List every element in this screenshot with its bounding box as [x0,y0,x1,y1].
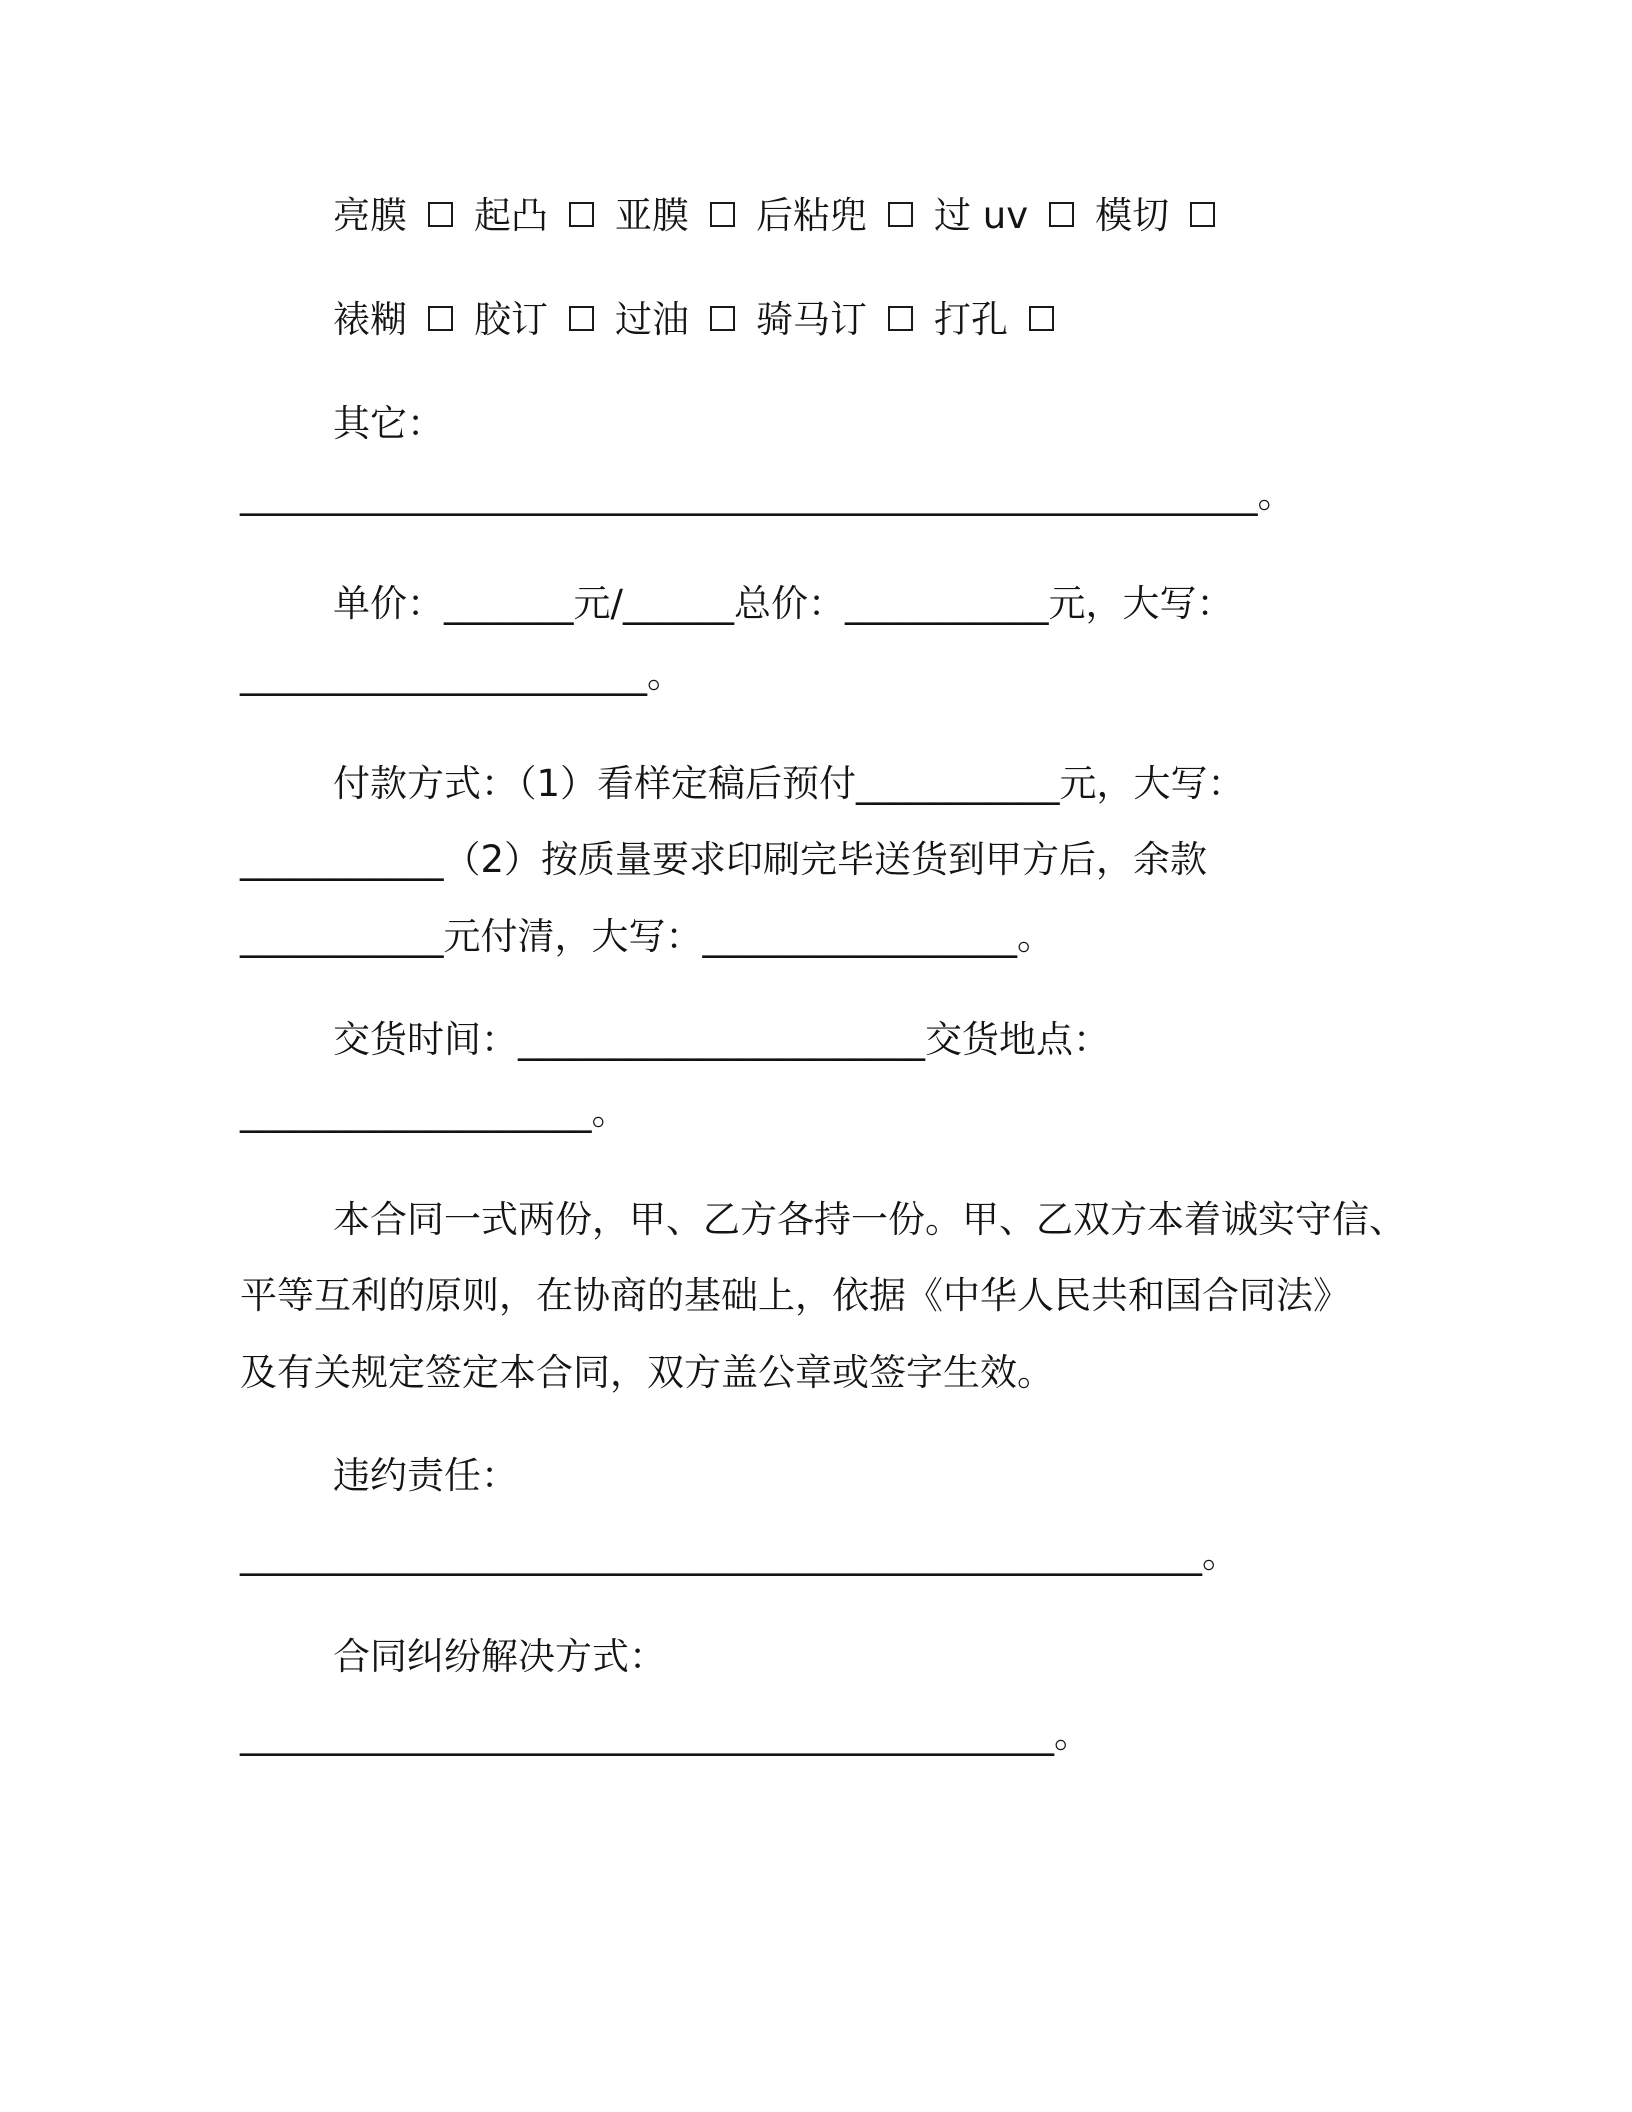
contract-clause-line-2: 平等互利的原则，在协商的基础上，依据《中华人民共和国合同法》 [240,1274,1350,1317]
price-upper-line [240,650,684,700]
checkbox [1190,202,1215,227]
period: 。 [1054,1713,1091,1756]
delivery-place-blank: ___________________ [240,1090,592,1133]
balance-tail-label: 元付清，大写： [443,915,703,958]
breach-label: 违约责任： [333,1454,518,1497]
checkbox [1049,202,1074,227]
dispute-label: 合同纠纷解决方式： [333,1635,666,1678]
period: 。 [591,1090,629,1133]
contract-clause-line-1: 本合同一式两份，甲、乙方各持一份。甲、乙双方本着诚实守信、 [333,1198,1406,1241]
checkbox [888,202,913,227]
balance-blank: ___________ [240,915,444,958]
unit-blank: ______ [622,582,734,625]
advance-upper-blank: ___________ [240,838,444,881]
total-price-blank: ___________ [844,582,1049,625]
period: 。 [1202,1533,1239,1576]
payment-line-1 [333,759,1245,809]
total-upper-blank: ______________________ [240,653,647,696]
checkbox [428,306,453,331]
option-label: 胶订 [474,298,548,341]
payment-label: 付款方式： [333,762,518,805]
breach-blank: ____________________________________________________ [240,1533,1202,1576]
checkbox [710,202,735,227]
total-price-label: 总价： [733,582,845,625]
delivery-time-label: 交货时间： [333,1018,518,1061]
delivery-line-2 [240,1087,629,1137]
period: 。 [1017,915,1054,958]
other-label: 其它： [333,402,444,445]
unit-price-label: 单价： [333,582,444,625]
option-label: 骑马订 [756,298,867,341]
unit-price-blank: _______ [444,582,574,625]
payment-step-2: （2）按质量要求印刷完毕送货到甲方后，余款 [443,838,1208,881]
checkbox [1029,306,1054,331]
checkbox [569,202,594,227]
checkbox [569,306,594,331]
other-blank-line [240,470,1295,520]
checkbox [710,306,735,331]
option-label: 打孔 [934,298,1008,341]
other-blank: _______________________________________________________ [240,473,1258,516]
advance-blank: ___________ [856,762,1060,805]
option-label: 模切 [1095,194,1170,237]
breach-blank-line [240,1530,1239,1580]
period: 。 [1257,473,1295,516]
delivery-time-blank: ______________________ [518,1018,925,1061]
finishing-options-row-1 [333,191,1236,241]
other-label-line [333,399,444,449]
option-label: 亚膜 [615,194,689,237]
payment-line-3 [240,912,1054,962]
option-label: 裱糊 [333,298,407,341]
dispute-blank: ____________________________________________ [240,1713,1054,1756]
payment-line-2 [240,835,1207,885]
delivery-place-label: 交货地点： [925,1018,1110,1061]
checkbox [428,202,453,227]
advance-tail-label: 元，大写： [1059,762,1245,805]
contract-clause-line-3: 及有关规定签定本合同，双方盖公章或签字生效。 [240,1351,1054,1394]
payment-step-1: （1）看样定稿后预付 [518,762,857,805]
option-label: 起凸 [474,194,548,237]
price-line [333,579,1233,629]
option-label: 过 uv [934,194,1029,237]
option-label: 后粘兜 [756,194,867,237]
yuan-per-label: 元/ [573,582,623,625]
checkbox [888,306,913,331]
delivery-line-1 [333,1015,1110,1065]
total-tail-label: 元，大写： [1048,582,1234,625]
finishing-options-row-2 [333,295,1075,345]
breach-label-line [333,1451,518,1501]
balance-upper-blank: _________________ [702,915,1017,958]
option-label: 过油 [615,298,689,341]
option-label: 亮膜 [333,194,407,237]
period: 。 [647,653,684,696]
dispute-blank-line [240,1710,1091,1760]
dispute-label-line [333,1632,666,1682]
